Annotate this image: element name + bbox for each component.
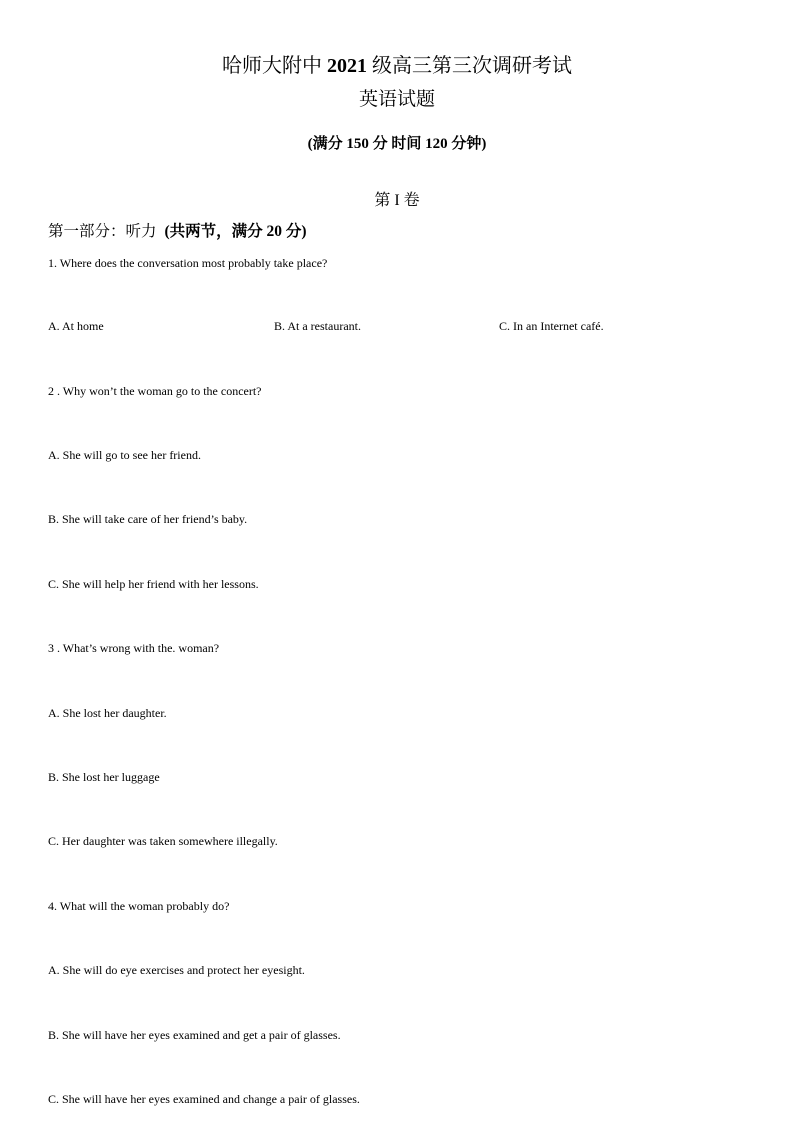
question-stem-4: 4. What will the woman probably do? — [48, 899, 230, 913]
title-prefix: 哈师大附中 — [222, 55, 322, 77]
volume-label: 第 I 卷 — [374, 192, 420, 209]
section-heading — [48, 221, 307, 243]
question-1-option-a: A. At home — [48, 319, 104, 333]
title-year: 2021 — [327, 55, 367, 77]
question-1-option-b: B. At a restaurant. — [274, 319, 361, 333]
section-note: (共两节，满分 20 分) — [164, 223, 307, 240]
question-stem-1: 1. Where does the conversation most probably take place? — [48, 256, 328, 270]
question-1-option-c: C. In an Internet café. — [499, 319, 604, 333]
question-stem-3: 3 . What’s wrong with the. woman? — [48, 641, 220, 655]
section-title: 第一部分：听力 — [48, 223, 157, 240]
question-2-option-a: A. She will go to see her friend. — [48, 448, 201, 462]
question-3-option-c: C. Her daughter was taken somewhere illegally. — [48, 834, 278, 848]
exam-subtitle: 英语试题 — [358, 89, 435, 110]
exam-title — [0, 52, 794, 80]
title-suffix: 级高三第三次调研考试 — [372, 55, 572, 77]
question-4-option-a: A. She will do eye exercises and protect her eyesight. — [48, 963, 305, 977]
question-4-option-b: B. She will have her eyes examined and get a pair of glasses. — [48, 1028, 341, 1042]
question-4-option-c: C. She will have her eyes examined and change a pair of glasses. — [48, 1092, 360, 1106]
question-2-option-c: C. She will help her friend with her lessons. — [48, 577, 259, 591]
question-3-option-a: A. She lost her daughter. — [48, 706, 167, 720]
exam-info: (满分 150 分 时间 120 分钟) — [307, 136, 487, 152]
question-stem-2: 2 . Why won’t the woman go to the concert? — [48, 384, 262, 398]
question-3-option-b: B. She lost her luggage — [48, 770, 160, 784]
question-2-option-b: B. She will take care of her friend’s baby. — [48, 512, 248, 526]
